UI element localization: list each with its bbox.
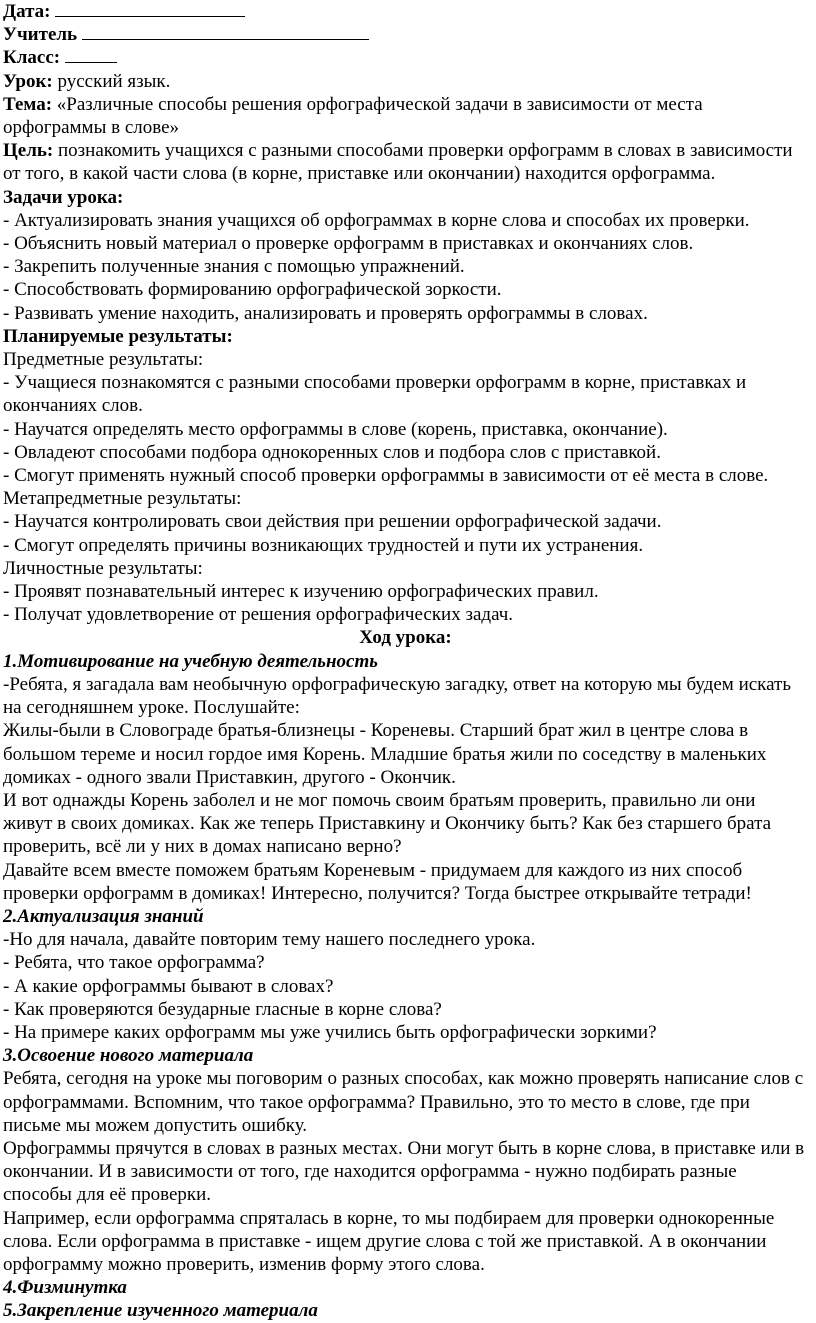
section-1-title: 1.Мотивирование на учебную деятельность <box>3 650 378 672</box>
tasks-heading: Задачи урока: <box>3 186 124 208</box>
section-5-title: 5.Закрепление изученного материала <box>3 1300 318 1322</box>
section-1-paragraph: Жилы-были в Словограде братья-близнецы - Кореневы. Старший брат жил в центре слова в большом тереме и носил гордое имя Корень. Младшие братья жили по соседству в маленьких домиках - одного звали Приставкин, другого - Окончик. <box>3 720 767 788</box>
personal-result-item: - Проявят познавательный интерес к изучению орфографических правил. <box>3 581 599 603</box>
lesson-label: Урок: <box>3 70 53 92</box>
topic-value: «Различные способы решения орфографической задачи в зависимости от места орфограммы в слове» <box>3 93 703 139</box>
section-2-title: 2.Актуализация знаний <box>3 905 204 927</box>
topic-line <box>3 93 808 139</box>
class-line <box>3 46 808 69</box>
task-item: - Развивать умение находить, анализировать и проверять орфограммы в словах. <box>3 302 648 324</box>
subject-result-item: - Научатся определять место орфограммы в слове (корень, приставка, окончание). <box>3 418 668 440</box>
topic-label: Тема: <box>3 93 53 115</box>
section-2-paragraph: - Ребята, что такое орфограмма? <box>3 952 265 974</box>
section-2-paragraph: -Но для начала, давайте повторим тему нашего последнего урока. <box>3 929 536 951</box>
goal-value: познакомить учащихся с разными способами проверки орфограмм в словах в зависимости от того, в какой части слова (в корне, приставке или окончании) находится орфограмма. <box>3 140 793 185</box>
teacher-label: Учитель <box>3 24 78 46</box>
lesson-value: русский язык. <box>57 70 171 92</box>
meta-result-item: - Научатся контролировать свои действия при решении орфографической задачи. <box>3 511 662 533</box>
section-1-paragraph: -Ребята, я загадала вам необычную орфографическую загадку, ответ на которую мы будем искать на сегодняшнем уроке. Послушайте: <box>3 673 792 719</box>
section-2-paragraph: - Как проверяются безударные гласные в корне слова? <box>3 998 442 1020</box>
date-label: Дата: <box>3 1 51 22</box>
goal-label: Цель: <box>3 140 54 162</box>
section-1-paragraph: И вот однажды Корень заболел и не мог помочь своим братьям проверить, правильно ли они живут в своих домиках. Как же теперь Приставкину и Окончику быть? Как без старшего брата проверить, всё ли у них в домах написано верно? <box>3 789 772 858</box>
subject-results-heading: Предметные результаты: <box>3 349 204 371</box>
subject-result-item: - Овладеют способами подбора однокоренных слов и подбора слов с приставкой. <box>3 441 661 463</box>
date-line <box>3 0 808 23</box>
section-3-paragraph: Орфограммы прячутся в словах в разных местах. Они могут быть в корне слова, в приставке или в окончании. И в зависимости от того, где находится орфограмма - нужно подбирать разные способы для её проверки. <box>3 1137 805 1206</box>
meta-results-heading: Метапредметные результаты: <box>3 488 242 510</box>
personal-results-heading: Личностные результаты: <box>3 557 203 579</box>
date-blank <box>55 2 245 17</box>
subject-result-item: - Смогут применять нужный способ проверки орфограммы в зависимости от её места в слове. <box>3 465 769 487</box>
goal-line <box>3 139 808 185</box>
lesson-line <box>3 70 808 93</box>
section-4-title: 4.Физминутка <box>3 1277 127 1299</box>
task-item: - Закрепить полученные знания с помощью упражнений. <box>3 256 465 278</box>
section-2-paragraph: - А какие орфограммы бывают в словах? <box>3 975 334 997</box>
teacher-blank <box>82 25 369 40</box>
meta-result-item: - Смогут определять причины возникающих трудностей и пути их устранения. <box>3 534 644 556</box>
subject-result-item: - Учащиеся познакомятся с разными способами проверки орфограмм в корне, приставках и окончаниях слов. <box>3 372 747 417</box>
section-3-title: 3.Освоение нового материала <box>3 1045 254 1067</box>
lesson-flow-heading: Ход урока: <box>359 627 452 649</box>
teacher-line <box>3 23 808 46</box>
section-3-paragraph: Ребята, сегодня на уроке мы поговорим о разных способах, как можно проверять написание слов с орфограммами. Вспомним, что такое орфограмма? Правильно, это то место в слове, где при письме мы можем допустить ошибку. <box>3 1068 804 1136</box>
class-label: Класс: <box>3 47 61 69</box>
section-3-paragraph: Например, если орфограмма спряталась в корне, то мы подбираем для проверки однокоренные слова. Если орфограмма в приставке - ищем другие слова с той же приставкой. А в окончании орфограмму можно проверить, изменив форму этого слова. <box>3 1207 775 1275</box>
section-2-paragraph: - На примере каких орфограмм мы уже учились быть орфографически зоркими? <box>3 1021 657 1043</box>
task-item: - Способствовать формированию орфографической зоркости. <box>3 279 502 301</box>
personal-result-item: - Получат удовлетворение от решения орфографических задач. <box>3 604 514 626</box>
class-blank <box>65 48 117 63</box>
task-item: - Объяснить новый материал о проверке орфограмм в приставках и окончаниях слов. <box>3 233 694 255</box>
task-item: - Актуализировать знания учащихся об орфограммах в корне слова и способах их проверки. <box>3 209 750 231</box>
section-1-paragraph: Давайте всем вместе поможем братьям Кореневым - придумаем для каждого из них способ проверки орфограмм в домиках! Интересно, получится? Тогда быстрее открывайте тетради! <box>3 859 752 904</box>
results-heading: Планируемые результаты: <box>3 325 233 347</box>
